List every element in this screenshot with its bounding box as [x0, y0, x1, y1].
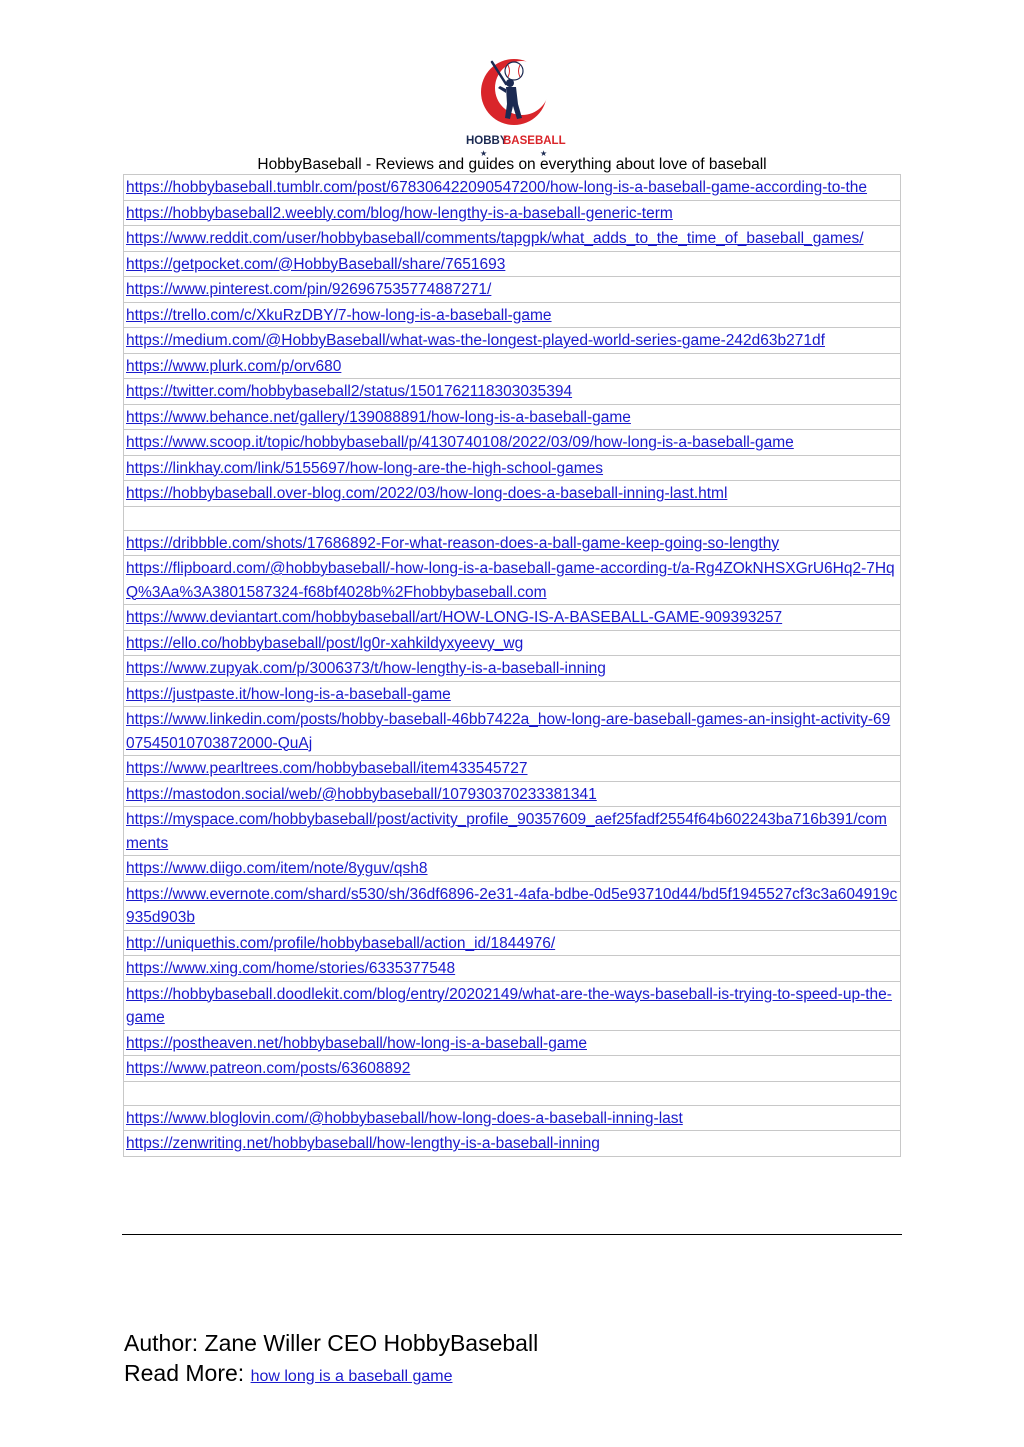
- link-item[interactable]: https://hobbybaseball.over-blog.com/2022/03/how-long-does-a-baseball-inning-last.html: [126, 485, 728, 502]
- link-item[interactable]: https://dribbble.com/shots/17686892-For-what-reason-does-a-ball-game-keep-going-so-lengthy: [126, 534, 780, 552]
- baseball-batter-logo-icon: [462, 56, 566, 158]
- link-item[interactable]: https://ello.co/hobbybaseball/post/lg0r-xahkildyxyeevy_wg: [126, 634, 524, 652]
- link-item[interactable]: http://uniquethis.com/profile/hobbybaseball/action_id/1844976/: [126, 934, 556, 952]
- table-row: [124, 530, 901, 556]
- logo-batter-head: [506, 79, 514, 87]
- logo-star-icon: ★: [480, 149, 488, 158]
- link-cell: [124, 656, 901, 682]
- link-item[interactable]: https://linkhay.com/link/5155697/how-long-are-the-high-school-games: [126, 459, 604, 477]
- link-cell: [124, 981, 901, 1030]
- link-cell: [124, 251, 901, 277]
- table-row: [124, 656, 901, 682]
- table-row: [124, 302, 901, 328]
- link-cell: [124, 506, 901, 530]
- link-cell: [124, 1030, 901, 1056]
- table-row: [124, 856, 901, 882]
- read-more-line: [124, 1359, 452, 1391]
- link-item[interactable]: https://www.bloglovin.com/@hobbybaseball/how-long-does-a-baseball-inning-last: [126, 1109, 683, 1127]
- table-row: [124, 881, 901, 930]
- table-row: [124, 1105, 901, 1131]
- link-cell: [124, 707, 901, 756]
- table-row: [124, 807, 901, 856]
- link-item[interactable]: https://www.behance.net/gallery/139088891/how-long-is-a-baseball-game: [126, 408, 631, 426]
- link-cell: [124, 630, 901, 656]
- table-row: [124, 930, 901, 956]
- table-row: [124, 756, 901, 782]
- logo-text-baseball: BASEBALL: [503, 135, 566, 147]
- link-item[interactable]: https://www.evernote.com/shard/s530/sh/36df6896-2e31-4afa-bdbe-0d5e93710d44/bd5f1945527cf3c3a604919c935d903b: [126, 885, 898, 926]
- link-item[interactable]: https://www.reddit.com/user/hobbybaseball/comments/tapgpk/what_adds_to_the_time_of_baseball_games/: [126, 230, 864, 247]
- link-cell: [124, 881, 901, 930]
- link-item[interactable]: https://trello.com/c/XkuRzDBY/7-how-long-is-a-baseball-game: [126, 306, 552, 324]
- link-cell: [124, 328, 901, 354]
- table-row: [124, 251, 901, 277]
- link-item[interactable]: https://hobbybaseball.doodlekit.com/blog/entry/20202149/what-are-the-ways-baseball-is-trying-to-speed-up-the-game: [126, 985, 892, 1026]
- link-item[interactable]: https://hobbybaseball2.weebly.com/blog/how-lengthy-is-a-baseball-generic-term: [126, 204, 673, 222]
- link-cell: [124, 379, 901, 405]
- table-row: [124, 328, 901, 354]
- link-item[interactable]: https://www.pinterest.com/pin/926967535774887271/: [126, 281, 492, 298]
- author-line: Author: Zane Willer CEO HobbyBaseball: [124, 1330, 539, 1356]
- table-row: [124, 605, 901, 631]
- table-row: [124, 430, 901, 456]
- table-row: [124, 175, 901, 201]
- link-cell: [124, 481, 901, 507]
- table-row: [124, 226, 901, 252]
- link-cell: [124, 404, 901, 430]
- logo-text-hobby: HOBBY: [466, 135, 508, 147]
- logo-star-icon: ★: [540, 149, 548, 158]
- table-row: [124, 981, 901, 1030]
- link-item[interactable]: https://www.plurk.com/p/orv680: [126, 357, 342, 375]
- link-item[interactable]: https://www.diigo.com/item/note/8yguv/qsh8: [126, 860, 428, 877]
- link-item[interactable]: https://www.linkedin.com/posts/hobby-baseball-46bb7422a_how-long-are-baseball-games-an-insight-activity-6907545010703872000-QuAj: [126, 711, 891, 752]
- read-more-link[interactable]: how long is a baseball game: [250, 1368, 453, 1385]
- table-row: [124, 379, 901, 405]
- link-cell: [124, 807, 901, 856]
- table-row: [124, 404, 901, 430]
- table-row: [124, 707, 901, 756]
- table-row: [124, 681, 901, 707]
- link-cell: [124, 200, 901, 226]
- link-item[interactable]: https://flipboard.com/@hobbybaseball/-how-long-is-a-baseball-game-according-t/a-Rg4ZOkNHSXGrU6Hq2-7HqQ%3Aa%3A3801587324-f68bf4028b%2Fhobbybaseball.com: [126, 560, 895, 601]
- link-item[interactable]: https://getpocket.com/@HobbyBaseball/share/7651693: [126, 255, 506, 273]
- link-item[interactable]: https://twitter.com/hobbybaseball2/status/1501762118303035394: [126, 383, 573, 400]
- table-row: [124, 481, 901, 507]
- table-row: [124, 956, 901, 982]
- table-row: [124, 781, 901, 807]
- table-row: [124, 630, 901, 656]
- link-item[interactable]: https://hobbybaseball.tumblr.com/post/678306422090547200/how-long-is-a-baseball-game-according-to-the: [126, 179, 868, 196]
- page-tagline: HobbyBaseball - Reviews and guides on everything about love of baseball: [257, 156, 767, 173]
- table-row: [124, 1030, 901, 1056]
- link-item[interactable]: https://www.zupyak.com/p/3006373/t/how-lengthy-is-a-baseball-inning: [126, 660, 606, 677]
- link-cell: [124, 302, 901, 328]
- link-cell: [124, 430, 901, 456]
- link-cell: [124, 930, 901, 956]
- link-cell: [124, 605, 901, 631]
- table-row: [124, 556, 901, 605]
- link-cell: [124, 277, 901, 303]
- link-cell: [124, 353, 901, 379]
- table-row: [124, 1131, 901, 1157]
- link-cell: [124, 1081, 901, 1105]
- read-more-label: Read More:: [124, 1360, 251, 1386]
- table-row: [124, 277, 901, 303]
- link-item[interactable]: https://medium.com/@HobbyBaseball/what-was-the-longest-played-world-series-game-242d63b271df: [126, 332, 825, 349]
- logo: [462, 56, 566, 158]
- link-item[interactable]: https://justpaste.it/how-long-is-a-baseball-game: [126, 685, 451, 703]
- table-row: [124, 353, 901, 379]
- link-cell: [124, 175, 901, 201]
- link-cell: [124, 226, 901, 252]
- link-item[interactable]: https://www.deviantart.com/hobbybaseball/art/HOW-LONG-IS-A-BASEBALL-GAME-909393257: [126, 609, 783, 626]
- link-cell: [124, 530, 901, 556]
- link-cell: [124, 956, 901, 982]
- table-row: [124, 1056, 901, 1082]
- link-cell: [124, 756, 901, 782]
- link-cell: [124, 1131, 901, 1157]
- link-item[interactable]: https://postheaven.net/hobbybaseball/how-long-is-a-baseball-game: [126, 1034, 587, 1052]
- link-item[interactable]: https://myspace.com/hobbybaseball/post/activity_profile_90357609_aef25fadf2554f64b602243ba716b391/comments: [126, 811, 887, 852]
- link-cell: [124, 781, 901, 807]
- table-row: [124, 1081, 901, 1105]
- link-cell: [124, 1105, 901, 1131]
- link-item[interactable]: https://www.patreon.com/posts/63608892: [126, 1060, 411, 1077]
- table-row: [124, 455, 901, 481]
- link-item[interactable]: https://www.xing.com/home/stories/6335377548: [126, 960, 456, 977]
- link-item[interactable]: https://www.pearltrees.com/hobbybaseball/item433545727: [126, 760, 528, 777]
- link-cell: [124, 1056, 901, 1082]
- table-row: [124, 200, 901, 226]
- link-cell: [124, 556, 901, 605]
- link-cell: [124, 455, 901, 481]
- footer-divider: [122, 1234, 902, 1235]
- table-row: [124, 506, 901, 530]
- link-cell: [124, 856, 901, 882]
- link-item[interactable]: https://mastodon.social/web/@hobbybaseball/107930370233381341: [126, 785, 597, 803]
- logo-baseball-shape: [505, 62, 523, 80]
- link-cell: [124, 681, 901, 707]
- link-item[interactable]: https://www.scoop.it/topic/hobbybaseball/p/4130740108/2022/03/09/how-long-is-a-baseball-game: [126, 434, 794, 451]
- links-table: [123, 174, 901, 1157]
- link-item[interactable]: https://zenwriting.net/hobbybaseball/how-lengthy-is-a-baseball-inning: [126, 1135, 600, 1152]
